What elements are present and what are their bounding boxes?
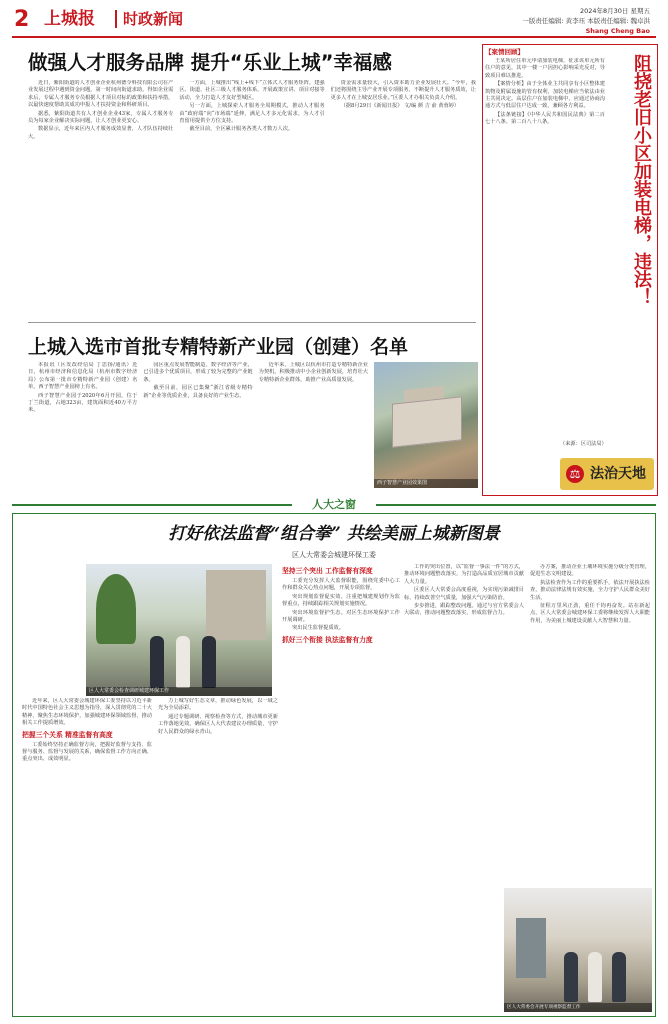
paragraph: （据8月29日《新闻日报》 文/编 颜 吉 俞 黄蓉婷） bbox=[340, 103, 460, 110]
article-2-column bbox=[143, 362, 252, 490]
paragraph: 力上城写好生态文章，推动绿色发展，以一域之光为全局添彩。 bbox=[158, 698, 278, 712]
paragraph: 突出民生监督提质效。 bbox=[292, 625, 344, 632]
newspaper-logo: 上城报 bbox=[44, 9, 95, 29]
photo-caption: 区人大常委会开展专项视察监督工作 bbox=[504, 1003, 652, 1012]
article-3-subhead: 抓好三个衔接 执法监督有力度 bbox=[282, 635, 373, 644]
paragraph: 截至目前，全区累计服务各类人才数万人次。 bbox=[189, 126, 294, 133]
paragraph: 征程万里风正劲，重任千钧再奋发。站在新起点，区人大常委会城建环保工委将继续发挥人大职能作用，为美丽上城建设贡献人大智慧和力量。 bbox=[530, 603, 650, 624]
npc-window-label: 人大之窗 bbox=[292, 497, 376, 513]
gavel-icon: ⚖ bbox=[566, 465, 584, 483]
paragraph: 本报讯（区发改经信局 丁思扬/通讯）近日，杭州市经济和信息化局（杭州市数字经济局）公布第一批市专精特新产业园（创建）名单，西子智慧产业园榜上有名。 bbox=[28, 362, 138, 391]
paragraph: 工作的突出位置，以“监督一事法一件”的方式，推动环境问题整改落实，为打造高品质宜居城市贡献人大力量。 bbox=[404, 564, 524, 585]
paragraph: 园区重点发展智能制造、数字经济等产业，已引进多个优质项目，形成了较为完整的产业链条。 bbox=[143, 362, 253, 383]
article-3-subhead: 坚持三个突出 工作监督有深度 bbox=[282, 567, 373, 575]
inspection-photo bbox=[86, 564, 272, 696]
paragraph: 一方面，上城推出“线上+线下”立体式人才服务矩阵，建强区、街道、社区三级人才服务体系，开展政策宣讲、项目对接等活动，全力打造人才友好型城区。 bbox=[179, 80, 325, 101]
building-shape bbox=[392, 396, 462, 447]
person-figure bbox=[202, 636, 216, 688]
article-1-column bbox=[179, 80, 324, 320]
section-title: 时政新闻 bbox=[123, 10, 184, 28]
doorway-shape bbox=[516, 918, 546, 978]
paragraph: 近年来，区人大常委会城建环保工委坚持以习近平新时代中国特色社会主义思想为指导，深入贯彻党的二十大精神，聚焦生态环境保护，加强城建环保领域监督，推动相关工作提质增效。 bbox=[22, 698, 152, 727]
tree-shape bbox=[96, 574, 136, 644]
article-3-subhead: 把握三个关系 精准监督有高度 bbox=[22, 730, 113, 739]
paragraph: 近日，紫阳街道的人才创业企业杭州德令科技有限公司在产业发展过程中遇到资金问题，第一时间向街道求助。得知企业需求后，专属人才服务专员根据人才项目对标的政策和扶持举措，以最快速度帮助其成功申报人才扶持资金和科研项目。 bbox=[28, 80, 174, 109]
photo-caption: 区人大常委会检查调研城建环保工作 bbox=[86, 687, 272, 696]
article-2-column bbox=[259, 362, 368, 490]
paragraph: 工委充分发挥人大监督职能，围绕党委中心工作和群众关心热点问题，开展专项监督。 bbox=[282, 578, 400, 592]
person-figure bbox=[564, 952, 578, 1002]
header-separator bbox=[115, 10, 117, 28]
legal-sidebar-headline: 阻挠老旧小区加装电梯，违法！ bbox=[631, 54, 652, 306]
legal-sidebar-text bbox=[485, 58, 605, 448]
article-3-byline: 区人大常委会城建环保工委 bbox=[292, 551, 376, 559]
header-rule bbox=[12, 36, 656, 38]
photo-caption: 西子智慧产业园效果图 bbox=[374, 479, 478, 488]
paragraph: 执法检查作为工作的重要抓手，依法开展执法检查，推动法律法规有效实施，全力守护人民群众美好生活。 bbox=[530, 579, 650, 601]
article-1-headline: 做强人才服务品牌 提升“乐业上城”幸福感 bbox=[28, 51, 392, 74]
paragraph: 【法条链接】《中华人民共和国民法典》第二百七十八条、第二百八十八条。 bbox=[485, 111, 605, 126]
paragraph: 区委区人大常委会高度重视，为实现污染减排目标，持续改善空气质量，加强大气污染防治。 bbox=[404, 587, 524, 601]
paragraph: 突出环境监督护生态。对区生态环境保护工作开展调研。 bbox=[282, 609, 400, 624]
paragraph: 近年来，上城区以杭州市打造专精特新企业为契机，积极推动中小企业创新发展，培育壮大专精特新企业群体，助推产业高质量发展。 bbox=[258, 362, 368, 383]
paragraph: 【案情分析】由于全体业主共同享有小区整体建筑物及附属设施的管有权利，加装电梯应当依法由业主共同决定。高层住户在加装电梯中，应通过协商沟通方式与低层住户达成一致，兼顾各方利益。 bbox=[485, 81, 605, 110]
legal-column-name: 法治天地 bbox=[590, 466, 646, 482]
article-1-body bbox=[28, 80, 476, 320]
paragraph: 工委始终坚持正确监督方向，把握好监督与支持、监督与服务、监督与发展的关系，确保监督工作方向正确、重点突出、成效明显。 bbox=[22, 741, 152, 763]
paragraph: 西子智慧产业园于2020年6月开园，位于丁兰街道，占地323亩，建筑面积近40万平方米。 bbox=[28, 392, 138, 414]
article-1-column bbox=[28, 80, 173, 320]
editor-credits: 一版责任编辑: 黄李珏 本版责任编辑: 魏卓洪 bbox=[522, 17, 650, 25]
page-number: 2 bbox=[14, 7, 30, 32]
legal-column-logo bbox=[560, 458, 654, 490]
paragraph: 资金需求量较大，引入资本助力企业发展壮大。“今年，我们还将围绕主导产业开展专项服务，不断提升人才服务质效，让更多人才在上城安居乐业。”区委人才办相关负责人介绍。 bbox=[330, 80, 476, 101]
article-3-column bbox=[530, 564, 650, 884]
paragraph: 办方案，推动企业土壤环境实施分级分类管理，促进生态文明建设。 bbox=[530, 564, 650, 578]
article-3-column bbox=[158, 698, 278, 1014]
issue-date: 2024年8月30日 星期五 bbox=[579, 7, 650, 15]
article-1-column bbox=[331, 80, 476, 320]
paragraph: 另一方面，上城探索人才服务全周期模式，推动人才服务由“政府端”向“市场端”延伸，满足人才多元化需求，为人才引育留用提供全方位支持。 bbox=[179, 103, 325, 125]
npc-window-banner bbox=[12, 497, 656, 513]
person-figure bbox=[150, 636, 164, 688]
article-2-headline: 上城入选市首批专精特新产业园（创建）名单 bbox=[28, 336, 409, 358]
article-divider bbox=[28, 322, 476, 323]
paragraph: 步步推进，跟踪整改问题。通过与官方常委会人大联动，推动问题整改落实，形成监督合力。 bbox=[404, 603, 524, 617]
person-figure bbox=[588, 952, 602, 1002]
inspection-photo bbox=[504, 888, 652, 1012]
page-header bbox=[0, 0, 668, 38]
article-3-column bbox=[22, 698, 152, 1014]
building-shape bbox=[206, 570, 266, 640]
paragraph: 王某所居住单元申请加装电梯，征求该单元所有住户的意见，其中一楼一户因担心影响采光反对，导致项目难以推进。 bbox=[485, 58, 605, 79]
industrial-park-photo bbox=[374, 362, 478, 488]
paragraph: 通过专题调研、视察检查等方式，推动城市更新工作落地见效，确保区人大代表建议办理质量，守护好人民群众的绿水青山。 bbox=[158, 713, 278, 735]
source-note: （来源：区司法局） bbox=[560, 441, 607, 447]
paper-pinyin: Shang Cheng Bao bbox=[585, 27, 650, 35]
article-3-column bbox=[282, 564, 400, 1014]
article-2-column bbox=[28, 362, 137, 490]
paragraph: 突出规划监督促实效。注重把城建规划作为监督重点，持续跟踪相关规划实施情况。 bbox=[282, 593, 400, 608]
case-review-header: 【案情回顾】 bbox=[485, 48, 524, 56]
paragraph: 截至目前，园区已集聚“浙江省级专精特新”企业等优质企业，具备良好的产业生态。 bbox=[143, 385, 253, 399]
article-3-headline: 打好依法监督“组合拳” 共绘美丽上城新图景 bbox=[168, 524, 500, 544]
paragraph: 据悉，紫阳街道共有人才创业企业43家，专属人才服务专员为每家企业解决实际问题，让人才创业更安心。 bbox=[28, 110, 174, 125]
paragraph: 数据显示，近年来区内人才服务成效显著，人才队伍持续壮大。 bbox=[28, 126, 174, 140]
person-figure bbox=[176, 636, 190, 688]
article-2-body bbox=[28, 362, 368, 490]
person-figure bbox=[612, 952, 626, 1002]
